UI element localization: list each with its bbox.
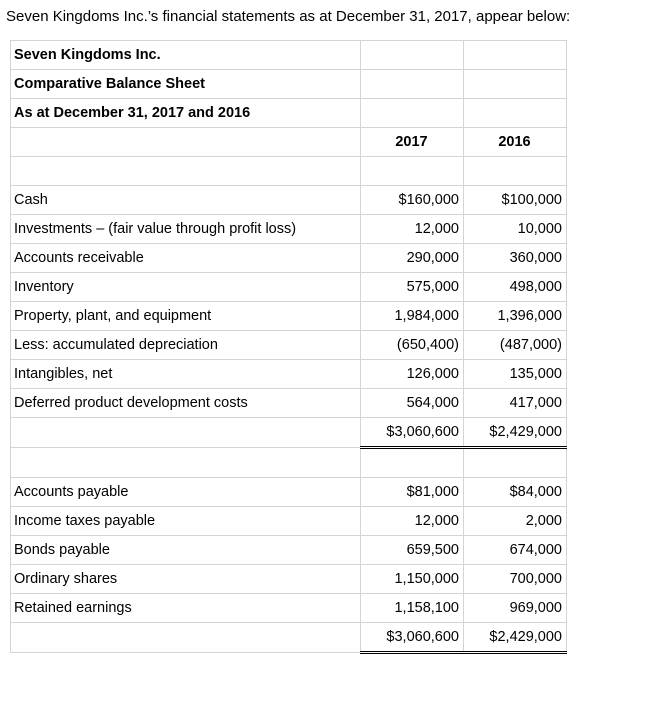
value-2017: 126,000 [361,360,464,389]
value-2016: $100,000 [464,186,567,215]
row-label: Accounts payable [11,478,361,507]
value-2017: $160,000 [361,186,464,215]
statement-date: As at December 31, 2017 and 2016 [11,99,361,128]
value-2016: 360,000 [464,244,567,273]
row-label: Less: accumulated depreciation [11,331,361,360]
value-2017: $81,000 [361,478,464,507]
row-label: Investments – (fair value through profit loss) [11,215,361,244]
table-row [11,478,567,507]
table-row [11,302,567,331]
table-row [11,594,567,623]
row-label: Accounts receivable [11,244,361,273]
intro-text: Seven Kingdoms Inc.’s financial statements as at December 31, 2017, appear below: [6,8,571,25]
table-row [11,244,567,273]
header-row-date [11,99,567,128]
table-row [11,536,567,565]
value-2017: (650,400) [361,331,464,360]
value-2017: 575,000 [361,273,464,302]
value-2017: 659,500 [361,536,464,565]
table-row [11,565,567,594]
value-2016: 10,000 [464,215,567,244]
row-label: Ordinary shares [11,565,361,594]
header-row-title [11,70,567,99]
value-2017: 290,000 [361,244,464,273]
column-header-2016: 2016 [464,128,567,157]
table-row [11,186,567,215]
liabilities-total-row [11,623,567,653]
table-row [11,507,567,536]
row-label: Cash [11,186,361,215]
value-2016: 674,000 [464,536,567,565]
row-label: Bonds payable [11,536,361,565]
row-label: Property, plant, and equipment [11,302,361,331]
table-row [11,331,567,360]
row-label: Intangibles, net [11,360,361,389]
value-2016: 498,000 [464,273,567,302]
value-2016: 2,000 [464,507,567,536]
spacer-row [11,448,567,478]
value-2016: 1,396,000 [464,302,567,331]
value-2016: 969,000 [464,594,567,623]
spacer-row [11,157,567,186]
table-row [11,360,567,389]
row-label: Retained earnings [11,594,361,623]
liabilities-total-2016: $2,429,000 [464,623,567,653]
table-row [11,273,567,302]
row-label: Income taxes payable [11,507,361,536]
assets-total-2017: $3,060,600 [361,418,464,448]
value-2017: 1,158,100 [361,594,464,623]
column-header-2017: 2017 [361,128,464,157]
header-row-years [11,128,567,157]
value-2016: 700,000 [464,565,567,594]
balance-sheet-table [10,40,567,654]
row-label: Deferred product development costs [11,389,361,418]
value-2016: (487,000) [464,331,567,360]
assets-total-2016: $2,429,000 [464,418,567,448]
value-2017: 1,150,000 [361,565,464,594]
table-row [11,215,567,244]
value-2016: 135,000 [464,360,567,389]
value-2017: 1,984,000 [361,302,464,331]
value-2017: 564,000 [361,389,464,418]
company-name: Seven Kingdoms Inc. [11,41,361,70]
value-2017: 12,000 [361,215,464,244]
assets-total-row [11,418,567,448]
value-2016: 417,000 [464,389,567,418]
header-row-company [11,41,567,70]
row-label: Inventory [11,273,361,302]
value-2017: 12,000 [361,507,464,536]
statement-title: Comparative Balance Sheet [11,70,361,99]
value-2016: $84,000 [464,478,567,507]
table-row [11,389,567,418]
liabilities-total-2017: $3,060,600 [361,623,464,653]
